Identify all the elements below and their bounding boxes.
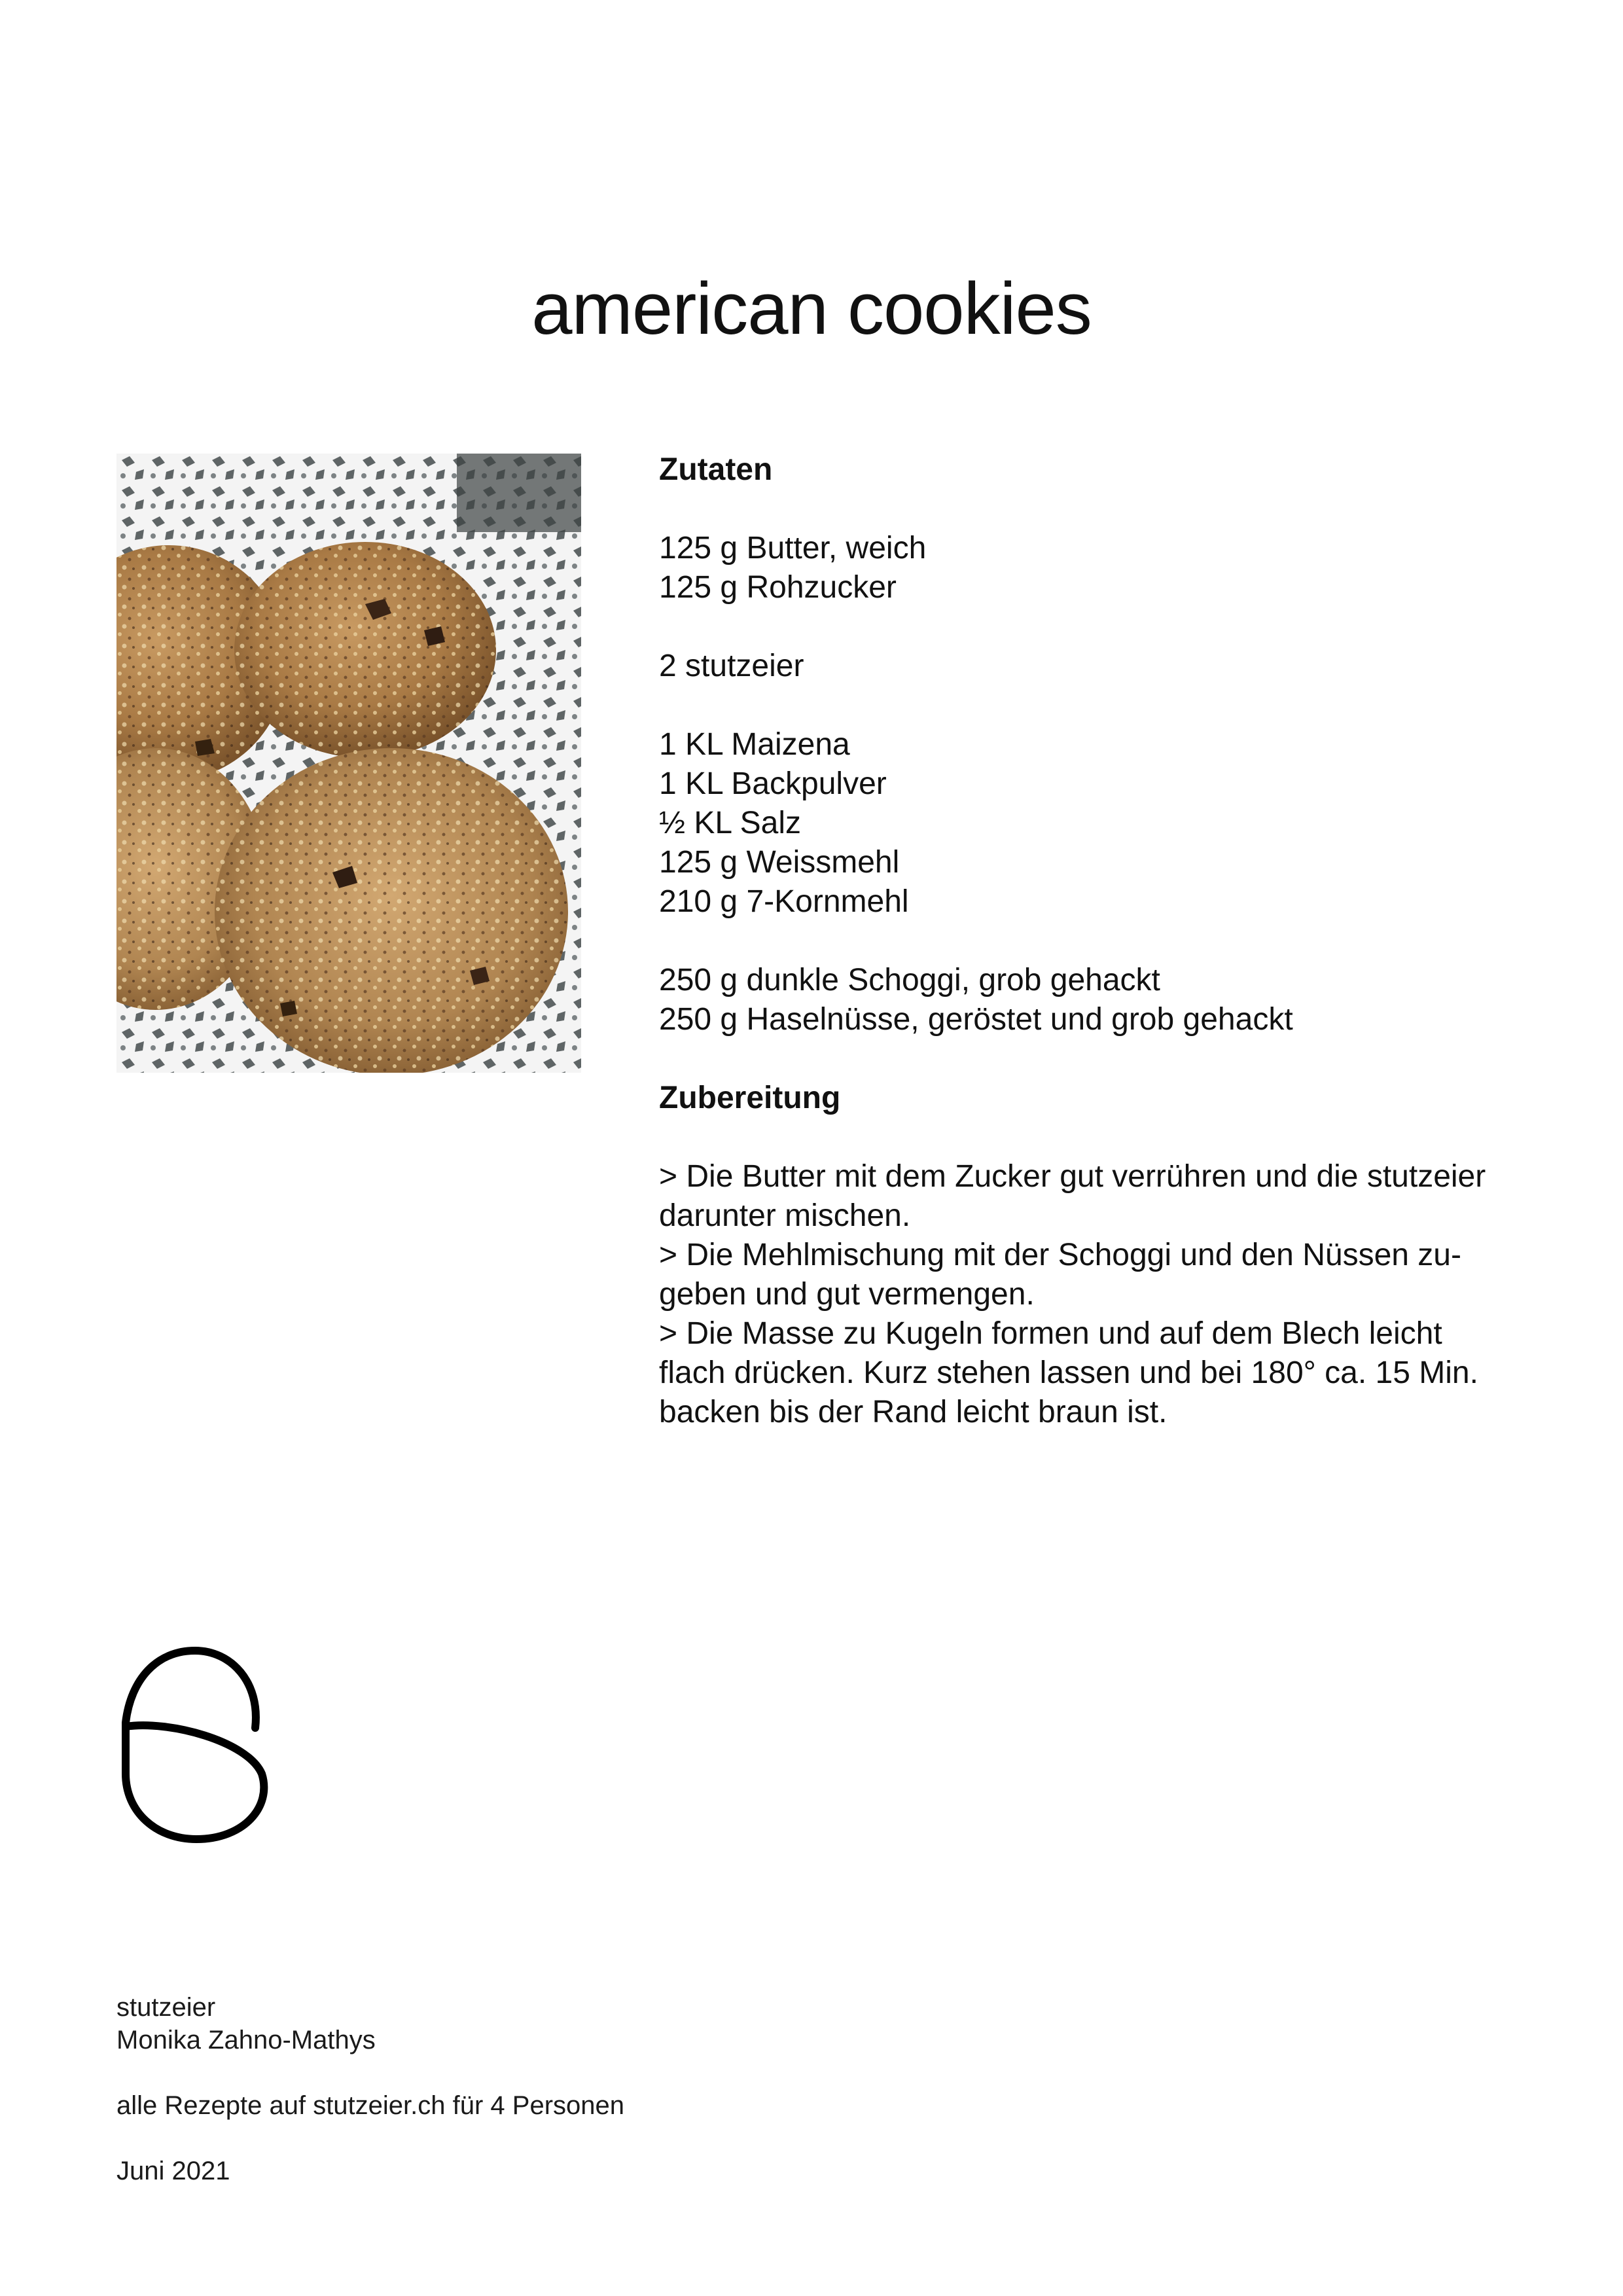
ingredient-group (659, 647, 1529, 686)
preparation-line: geben und gut vermengen. (659, 1277, 1035, 1312)
ingredient-group (659, 961, 1529, 1039)
footer-note: alle Rezepte auf stutzeier.ch für 4 Personen (116, 2091, 625, 2120)
page-title: american cookies (531, 268, 1092, 350)
recipe-content (659, 450, 1529, 1432)
ingredient-item: 1 KL Backpulver (659, 766, 887, 801)
ingredient-item: 125 g Rohzucker (659, 570, 897, 605)
preparation-line: > Die Masse zu Kugeln formen und auf dem Blech leicht (659, 1316, 1442, 1351)
ingredient-item: 2 stutzeier (659, 649, 804, 683)
preparation-line: darunter mischen. (659, 1198, 911, 1233)
ingredient-group (659, 529, 1529, 607)
ingredient-item: 1 KL Maizena (659, 727, 850, 762)
ingredient-item: 125 g Weissmehl (659, 845, 900, 880)
preparation-line: > Die Butter mit dem Zucker gut verrühren und die stutzeier (659, 1159, 1486, 1194)
ingredient-item: 210 g 7-Kornmehl (659, 884, 909, 919)
preparation-heading: Zubereitung (659, 1081, 841, 1115)
ingredient-group (659, 725, 1529, 922)
ingredient-item: ½ KL Salz (659, 806, 802, 840)
preparation-line: > Die Mehlmischung mit der Schoggi und den Nüssen zu- (659, 1238, 1461, 1272)
ingredients-heading: Zutaten (659, 452, 773, 487)
footer-author: Monika Zahno-Mathys (116, 2026, 376, 2054)
footer-date: Juni 2021 (116, 2157, 230, 2185)
footer-brand: stutzeier (116, 1993, 216, 2022)
footer (116, 1991, 624, 2187)
ingredient-item: 250 g Haselnüsse, geröstet und grob gehackt (659, 1002, 1293, 1037)
cookies-photo (116, 454, 581, 1073)
ingredient-item: 125 g Butter, weich (659, 531, 927, 565)
preparation-line: backen bis der Rand leicht braun ist. (659, 1395, 1168, 1429)
preparation-steps (659, 1157, 1529, 1432)
ingredient-item: 250 g dunkle Schoggi, grob gehackt (659, 963, 1160, 997)
stutzeier-s-logo-icon (116, 1643, 274, 1847)
preparation-line: flach drücken. Kurz stehen lassen und bei 180° ca. 15 Min. (659, 1355, 1478, 1390)
